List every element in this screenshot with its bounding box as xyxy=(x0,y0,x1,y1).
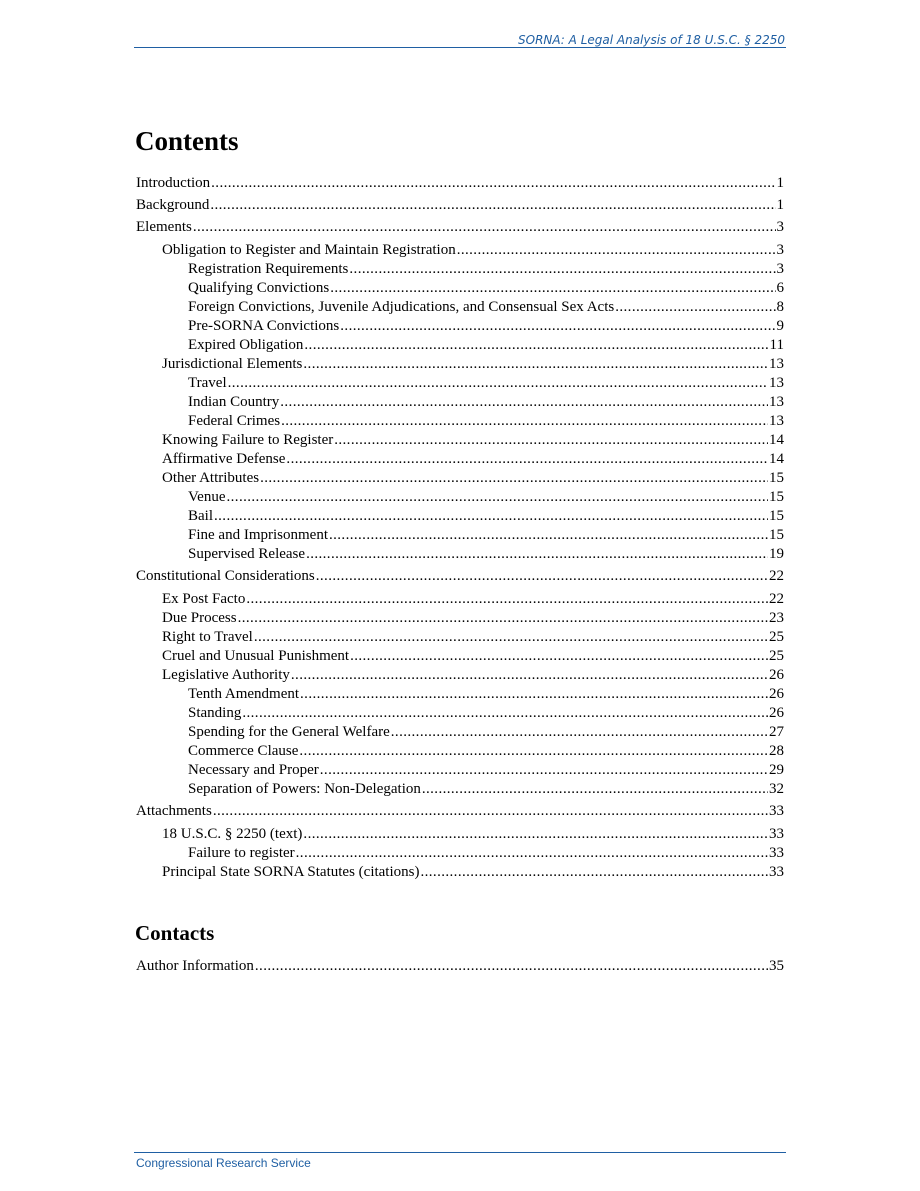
toc-dot-leader xyxy=(303,355,768,374)
toc-dot-leader xyxy=(349,260,775,279)
toc-entry-label: Constitutional Considerations xyxy=(136,568,315,584)
toc-entry[interactable] xyxy=(188,412,784,431)
toc-entry-page-number: 19 xyxy=(769,546,784,562)
toc-entry[interactable] xyxy=(188,545,784,564)
toc-entry[interactable] xyxy=(188,704,784,723)
toc-entry-label: Separation of Powers: Non-Delegation xyxy=(188,781,421,797)
toc-dot-leader xyxy=(210,196,775,215)
toc-entry-page-number: 23 xyxy=(769,610,784,626)
toc-entry-page-number: 35 xyxy=(769,958,784,974)
toc-entry-label: Commerce Clause xyxy=(188,743,299,759)
toc-entry-label: Indian Country xyxy=(188,394,280,410)
toc-entry-page-number: 22 xyxy=(769,568,784,584)
toc-entry-page-number: 1 xyxy=(776,175,784,191)
toc-dot-leader xyxy=(228,374,768,393)
toc-dot-leader xyxy=(242,704,768,723)
toc-entry[interactable] xyxy=(188,685,784,704)
footer-publisher: Congressional Research Service xyxy=(136,1156,311,1170)
toc-entry-label: Bail xyxy=(188,508,213,524)
toc-entry-page-number: 33 xyxy=(769,864,784,880)
toc-entry-label: Supervised Release xyxy=(188,546,306,562)
toc-entry-page-number: 6 xyxy=(776,280,784,296)
toc-dot-leader xyxy=(422,780,768,799)
toc-entry-label: Jurisdictional Elements xyxy=(162,356,303,372)
toc-dot-leader xyxy=(260,469,768,488)
toc-entry-page-number: 33 xyxy=(769,845,784,861)
toc-entry-label: Background xyxy=(136,197,210,213)
toc-dot-leader xyxy=(213,802,768,821)
toc-entry-label: Elements xyxy=(136,219,192,235)
toc-entry[interactable] xyxy=(162,241,784,260)
toc-entry-page-number: 1 xyxy=(776,197,784,213)
toc-entry[interactable] xyxy=(188,844,784,863)
toc-dot-leader xyxy=(340,317,775,336)
toc-entry-label: Tenth Amendment xyxy=(188,686,300,702)
toc-entry[interactable] xyxy=(136,957,784,976)
toc-entry[interactable] xyxy=(162,647,784,666)
toc-entry-label: Ex Post Facto xyxy=(162,591,246,607)
toc-entry[interactable] xyxy=(136,218,784,237)
toc-dot-leader xyxy=(246,590,768,609)
toc-dot-leader xyxy=(296,844,768,863)
toc-entry[interactable] xyxy=(188,780,784,799)
toc-entry[interactable] xyxy=(162,431,784,450)
toc-dot-leader xyxy=(254,628,768,647)
toc-entry-label: Attachments xyxy=(136,803,212,819)
toc-entry-label: Foreign Convictions, Juvenile Adjudications, and Consensual Sex Acts xyxy=(188,299,615,315)
toc-dot-leader xyxy=(227,488,769,507)
toc-entry-page-number: 33 xyxy=(769,826,784,842)
toc-entry[interactable] xyxy=(162,863,784,882)
toc-dot-leader xyxy=(306,545,768,564)
toc-entry-page-number: 15 xyxy=(769,489,784,505)
toc-entry-page-number: 13 xyxy=(769,394,784,410)
toc-entry[interactable] xyxy=(162,590,784,609)
toc-dot-leader xyxy=(457,241,776,260)
toc-entry-label: Registration Requirements xyxy=(188,261,349,277)
toc-dot-leader xyxy=(329,526,768,545)
toc-entry-page-number: 9 xyxy=(776,318,784,334)
toc-entry[interactable] xyxy=(136,196,784,215)
toc-entry-page-number: 26 xyxy=(769,705,784,721)
toc-entry-label: Legislative Authority xyxy=(162,667,290,683)
toc-entry[interactable] xyxy=(136,567,784,586)
toc-dot-leader xyxy=(350,647,768,666)
toc-dot-leader xyxy=(391,723,768,742)
toc-entry[interactable] xyxy=(162,825,784,844)
toc-entry-label: Cruel and Unusual Punishment xyxy=(162,648,350,664)
toc-entry[interactable] xyxy=(188,761,784,780)
running-header-title: SORNA: A Legal Analysis of 18 U.S.C. § 2250 xyxy=(518,33,785,47)
toc-entry-page-number: 8 xyxy=(776,299,784,315)
toc-entry-page-number: 3 xyxy=(776,219,784,235)
toc-entry-page-number: 14 xyxy=(769,451,784,467)
toc-entry-page-number: 14 xyxy=(769,432,784,448)
toc-entry-page-number: 13 xyxy=(769,375,784,391)
toc-entry[interactable] xyxy=(188,298,784,317)
toc-entry-label: Author Information xyxy=(136,958,254,974)
toc-entry[interactable] xyxy=(188,393,784,412)
toc-entry-label: Expired Obligation xyxy=(188,337,304,353)
toc-entry[interactable] xyxy=(188,742,784,761)
toc-entry[interactable] xyxy=(162,355,784,374)
toc-entry-label: Pre-SORNA Convictions xyxy=(188,318,340,334)
toc-entry[interactable] xyxy=(188,260,784,279)
toc-entry-label: Spending for the General Welfare xyxy=(188,724,390,740)
toc-entry[interactable] xyxy=(188,723,784,742)
toc-entry-label: Introduction xyxy=(136,175,211,191)
contacts-heading: Contacts xyxy=(135,921,215,945)
toc-dot-leader xyxy=(280,393,768,412)
toc-entry[interactable] xyxy=(162,609,784,628)
toc-dot-leader xyxy=(320,761,768,780)
toc-entry[interactable] xyxy=(136,174,784,193)
toc-entry-page-number: 29 xyxy=(769,762,784,778)
header-rule xyxy=(134,47,786,48)
footer-rule xyxy=(134,1152,786,1153)
toc-entry-label: Knowing Failure to Register xyxy=(162,432,334,448)
toc-dot-leader xyxy=(291,666,768,685)
toc-entry-page-number: 15 xyxy=(769,470,784,486)
toc-entry-label: Travel xyxy=(188,375,227,391)
toc-entry-page-number: 26 xyxy=(769,667,784,683)
toc-dot-leader xyxy=(300,685,768,704)
toc-entry-page-number: 27 xyxy=(769,724,784,740)
toc-dot-leader xyxy=(211,174,775,193)
toc-entry[interactable] xyxy=(188,488,784,507)
toc-dot-leader xyxy=(286,450,768,469)
toc-dot-leader xyxy=(255,957,768,976)
toc-entry-page-number: 3 xyxy=(776,261,784,277)
toc-entry-page-number: 32 xyxy=(769,781,784,797)
toc-entry-page-number: 22 xyxy=(769,591,784,607)
toc-entry-label: Federal Crimes xyxy=(188,413,281,429)
toc-dot-leader xyxy=(330,279,775,298)
toc-entry-page-number: 25 xyxy=(769,629,784,645)
toc-entry-label: Fine and Imprisonment xyxy=(188,527,328,543)
toc-dot-leader xyxy=(420,863,768,882)
toc-entry-label: Standing xyxy=(188,705,242,721)
toc-entry-page-number: 13 xyxy=(769,356,784,372)
toc-dot-leader xyxy=(304,336,768,355)
toc-entry[interactable] xyxy=(188,336,784,355)
toc-entry[interactable] xyxy=(188,526,784,545)
toc-entry-label: 18 U.S.C. § 2250 (text) xyxy=(162,826,303,842)
toc-entry[interactable] xyxy=(136,802,784,821)
toc-entry-label: Other Attributes xyxy=(162,470,260,486)
toc-entry-label: Due Process xyxy=(162,610,237,626)
toc-dot-leader xyxy=(281,412,768,431)
toc-entry-label: Obligation to Register and Maintain Registration xyxy=(162,242,456,258)
toc-entry[interactable] xyxy=(188,317,784,336)
toc-entry-page-number: 28 xyxy=(769,743,784,759)
toc-entry[interactable] xyxy=(162,666,784,685)
toc-dot-leader xyxy=(615,298,775,317)
toc-dot-leader xyxy=(214,507,768,526)
toc-entry-label: Affirmative Defense xyxy=(162,451,286,467)
toc-entry-page-number: 13 xyxy=(769,413,784,429)
toc-dot-leader xyxy=(316,567,768,586)
toc-entry-label: Principal State SORNA Statutes (citations) xyxy=(162,864,420,880)
toc-entry-label: Necessary and Proper xyxy=(188,762,319,778)
toc-entry[interactable] xyxy=(162,469,784,488)
toc-entry[interactable] xyxy=(188,279,784,298)
toc-entry[interactable] xyxy=(188,507,784,526)
toc-entry-page-number: 15 xyxy=(769,508,784,524)
toc-dot-leader xyxy=(303,825,768,844)
toc-entry-label: Right to Travel xyxy=(162,629,253,645)
toc-dot-leader xyxy=(238,609,768,628)
toc-entry[interactable] xyxy=(162,450,784,469)
toc-entry-page-number: 25 xyxy=(769,648,784,664)
toc-entry-page-number: 15 xyxy=(769,527,784,543)
toc-dot-leader xyxy=(334,431,768,450)
toc-entry-page-number: 3 xyxy=(776,242,784,258)
toc-entry[interactable] xyxy=(162,628,784,647)
toc-entry-label: Venue xyxy=(188,489,226,505)
toc-entry-page-number: 11 xyxy=(769,337,784,353)
toc-dot-leader xyxy=(299,742,768,761)
toc-entry-label: Qualifying Convictions xyxy=(188,280,330,296)
toc-entry-page-number: 33 xyxy=(769,803,784,819)
contents-heading: Contents xyxy=(135,126,239,156)
toc-entry-page-number: 26 xyxy=(769,686,784,702)
toc-dot-leader xyxy=(193,218,776,237)
toc-entry[interactable] xyxy=(188,374,784,393)
toc-entry-label: Failure to register xyxy=(188,845,295,861)
